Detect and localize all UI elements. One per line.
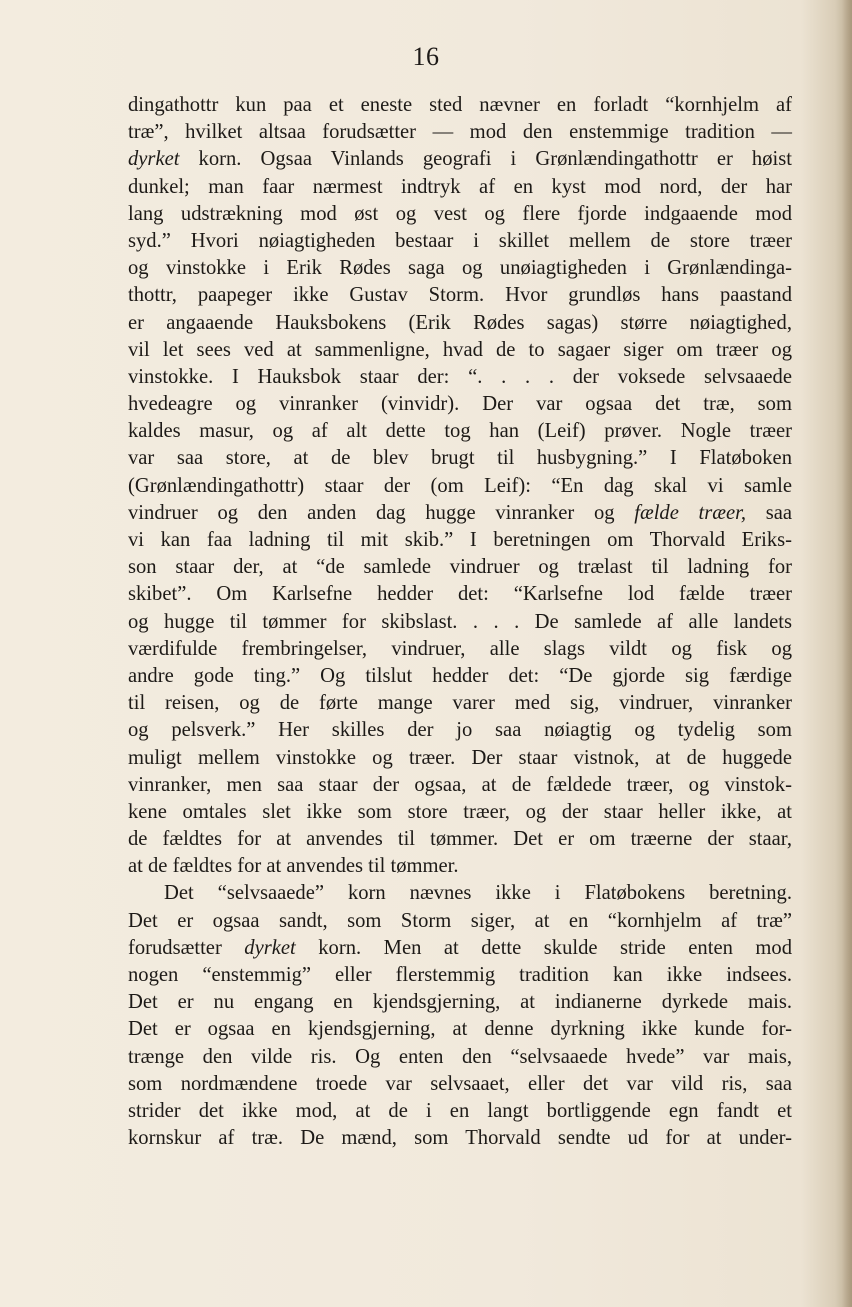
page-edge-shadow <box>842 0 852 1307</box>
text-line: dingathottr kun paa et eneste sted nævner en forladt “kornhjelm af <box>128 94 792 116</box>
text-line: var saa store, at de blev brugt til husbygning.” I Flatøboken <box>128 447 792 470</box>
text-line: muligt mellem vinstokke og træer. Der staar vistnok, at de huggede <box>128 746 792 769</box>
body-text <box>128 92 792 1152</box>
text-line: som nordmændene troede var selvsaaet, eller det var vild ris, saa <box>128 1072 792 1095</box>
text-line: dunkel; man faar nærmest indtryk af en kyst mod nord, der har <box>128 175 792 198</box>
text-line: skibet”. Om Karlsefne hedder det: “Karlsefne lod fælde træer <box>128 583 792 606</box>
text-line <box>128 146 792 173</box>
text-line: nogen “enstemmig” eller flerstemmig tradition kan ikke indsees. <box>128 964 792 986</box>
italic-emphasis: dyrket <box>128 148 180 171</box>
text-line: og pelsverk.” Her skilles der jo saa nøiagtig og tydelig som <box>128 719 792 742</box>
text-line: Det “selvsaaede” korn nævnes ikke i Flatøbokens beretning. <box>164 882 792 905</box>
text-segment: korn. Ogsaa Vinlands geografi i Grønlændingathottr er høist <box>179 148 792 171</box>
text-segment: vindruer og den anden dag hugge vinranker og <box>128 501 635 524</box>
text-line: er angaaende Hauksbokens (Erik Rødes sagas) større nøiagtighed, <box>128 311 792 334</box>
text-segment: forudsætter <box>128 936 245 959</box>
text-line: strider det ikke mod, at de i en langt bortliggende egn fandt et <box>128 1099 792 1122</box>
italic-emphasis: dyrket <box>244 936 296 959</box>
page-number: 16 <box>412 42 440 71</box>
text-line: Det er ogsaa sandt, som Storm siger, at en “kornhjelm af træ” <box>128 909 792 932</box>
text-line: thottr, paapeger ikke Gustav Storm. Hvor grundløs hans paastand <box>128 284 792 307</box>
text-line: vil let sees ved at sammenligne, hvad de to sagaer siger om træer og <box>128 338 792 361</box>
text-line <box>128 500 792 527</box>
text-line: trænge den vilde ris. Og enten den “selvsaaede hvede” var mais, <box>128 1045 792 1068</box>
text-line: og vinstokke i Erik Rødes saga og unøiagtigheden i Grønlændinga- <box>128 257 792 280</box>
text-line: træ”, hvilket altsaa forudsætter — mod den enstemmige tradition — <box>128 121 792 144</box>
text-line: lang udstrækning mod øst og vest og flere fjorde indgaaende mod <box>128 202 792 225</box>
text-line: kornskur af træ. De mænd, som Thorvald sendte ud for at under- <box>128 1127 792 1150</box>
text-line: son staar der, at “de samlede vindruer og trælast til ladning for <box>128 556 792 579</box>
text-line: til reisen, og de førte mange varer med sig, vindruer, vinranker <box>128 692 792 715</box>
text-line: vinranker, men saa staar der ogsaa, at de fældede træer, og vinstok- <box>128 773 792 796</box>
text-line: at de fældtes for at anvendes til tømmer. <box>128 855 459 878</box>
text-line: kene omtales slet ikke som store træer, og der staar heller ikke, at <box>128 800 792 823</box>
text-line: syd.” Hvori nøiagtigheden bestaar i skillet mellem de store træer <box>128 229 792 252</box>
text-line: værdifulde frembringelser, vindruer, alle slags vildt og fisk og <box>128 637 792 660</box>
text-line: kaldes masur, og af alt dette tog han (Leif) prøver. Nogle træer <box>128 420 792 443</box>
text-line: andre gode ting.” Og tilslut hedder det: “De gjorde sig færdige <box>128 664 792 687</box>
text-line: og hugge til tømmer for skibslast. . . . De samlede af alle landets <box>128 610 792 633</box>
text-line: (Grønlændingathottr) staar der (om Leif): “En dag skal vi samle <box>128 474 792 497</box>
text-line <box>128 935 792 962</box>
italic-emphasis: fælde træer, <box>634 501 747 524</box>
text-line: vi kan faa ladning til mit skib.” I beretningen om Thorvald Eriks- <box>128 529 792 551</box>
text-line: Det er nu engang en kjendsgjerning, at indianerne dyrkede mais. <box>128 991 792 1014</box>
text-line: de fældtes for at anvendes til tømmer. Det er om træerne der staar, <box>128 828 792 851</box>
text-line: hvedeagre og vinranker (vinvidr). Der var ogsaa det træ, som <box>128 393 792 416</box>
text-line: Det er ogsaa en kjendsgjerning, at denne dyrkning ikke kunde for- <box>128 1018 792 1041</box>
text-segment: saa <box>746 501 793 524</box>
text-line: vinstokke. I Hauksbok staar der: “. . . . der voksede selvsaaede <box>128 365 792 388</box>
text-segment: korn. Men at dette skulde stride enten mod <box>295 936 792 959</box>
